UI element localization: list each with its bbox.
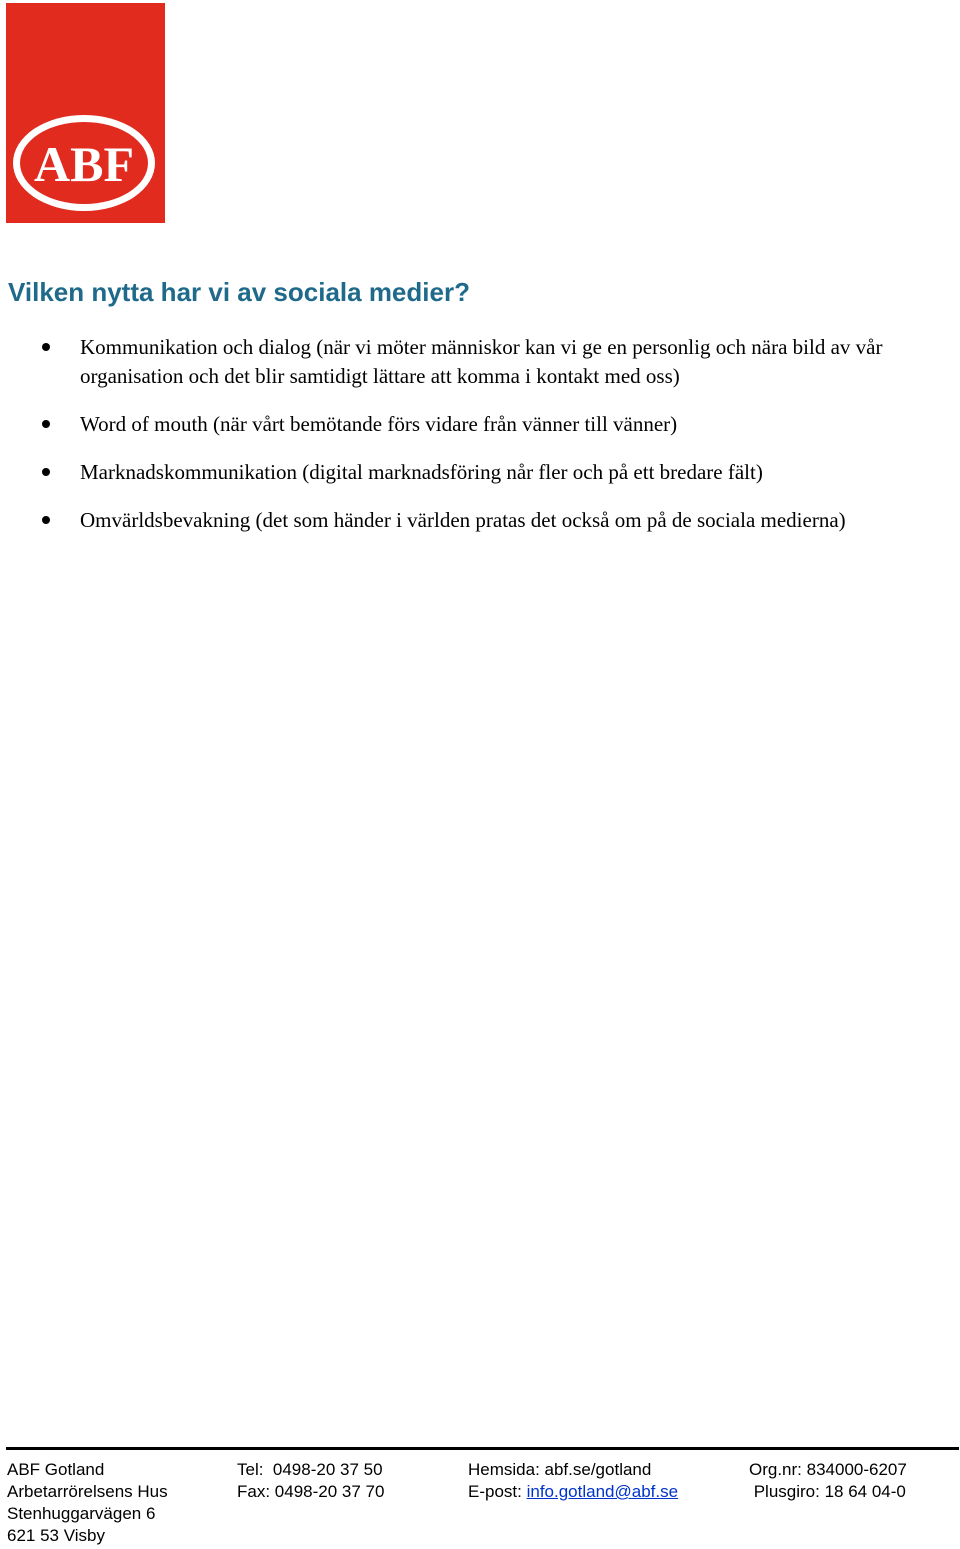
- bullet-icon: [42, 516, 50, 524]
- footer-fax: Fax: 0498-20 37 70: [237, 1482, 385, 1501]
- footer-tel: Tel: 0498-20 37 50: [237, 1460, 383, 1479]
- footer-email-row: [468, 1481, 678, 1503]
- footer-org-name: ABF Gotland: [7, 1460, 105, 1479]
- list-item-text: Marknadskommunikation (digital marknadsföring når fler och på ett bredare fält): [80, 460, 763, 484]
- footer-email-label: E-post:: [468, 1482, 527, 1501]
- footer-street: Stenhuggarvägen 6: [7, 1504, 156, 1523]
- footer-building: Arbetarrörelsens Hus: [7, 1482, 168, 1501]
- list-item: [0, 506, 960, 535]
- footer-phone: [237, 1459, 384, 1503]
- footer-registration: [749, 1459, 907, 1503]
- list-item: [0, 458, 960, 487]
- footer-plusgiro: Plusgiro: 18 64 04-0: [749, 1482, 906, 1501]
- list-item-text: Kommunikation och dialog (när vi möter människor kan vi ge en personlig och nära bild av vår organisation och det blir samtidigt lättare att komma i kontakt med oss): [80, 335, 883, 388]
- list-item: [0, 333, 960, 391]
- footer-orgnr: Org.nr: 834000-6207: [749, 1460, 907, 1479]
- bullet-icon: [42, 468, 50, 476]
- list-item-text: Word of mouth (när vårt bemötande förs vidare från vänner till vänner): [80, 412, 678, 436]
- footer-postal: 621 53 Visby: [7, 1526, 105, 1545]
- footer-web: [468, 1459, 678, 1503]
- bullet-icon: [42, 420, 50, 428]
- abf-logo: [6, 3, 165, 223]
- email-link[interactable]: info.gotland@abf.se: [526, 1482, 679, 1501]
- bullet-list: [0, 333, 960, 554]
- logo-text: ABF: [34, 136, 134, 192]
- list-item: [0, 410, 960, 439]
- page-heading: Vilken nytta har vi av sociala medier?: [8, 277, 470, 307]
- footer-homepage: Hemsida: abf.se/gotland: [468, 1460, 652, 1479]
- bullet-icon: [42, 343, 50, 351]
- footer-address: [7, 1459, 168, 1547]
- list-item-text: Omvärldsbevakning (det som händer i världen pratas det också om på de sociala medierna): [80, 508, 846, 532]
- footer-divider: [6, 1447, 959, 1450]
